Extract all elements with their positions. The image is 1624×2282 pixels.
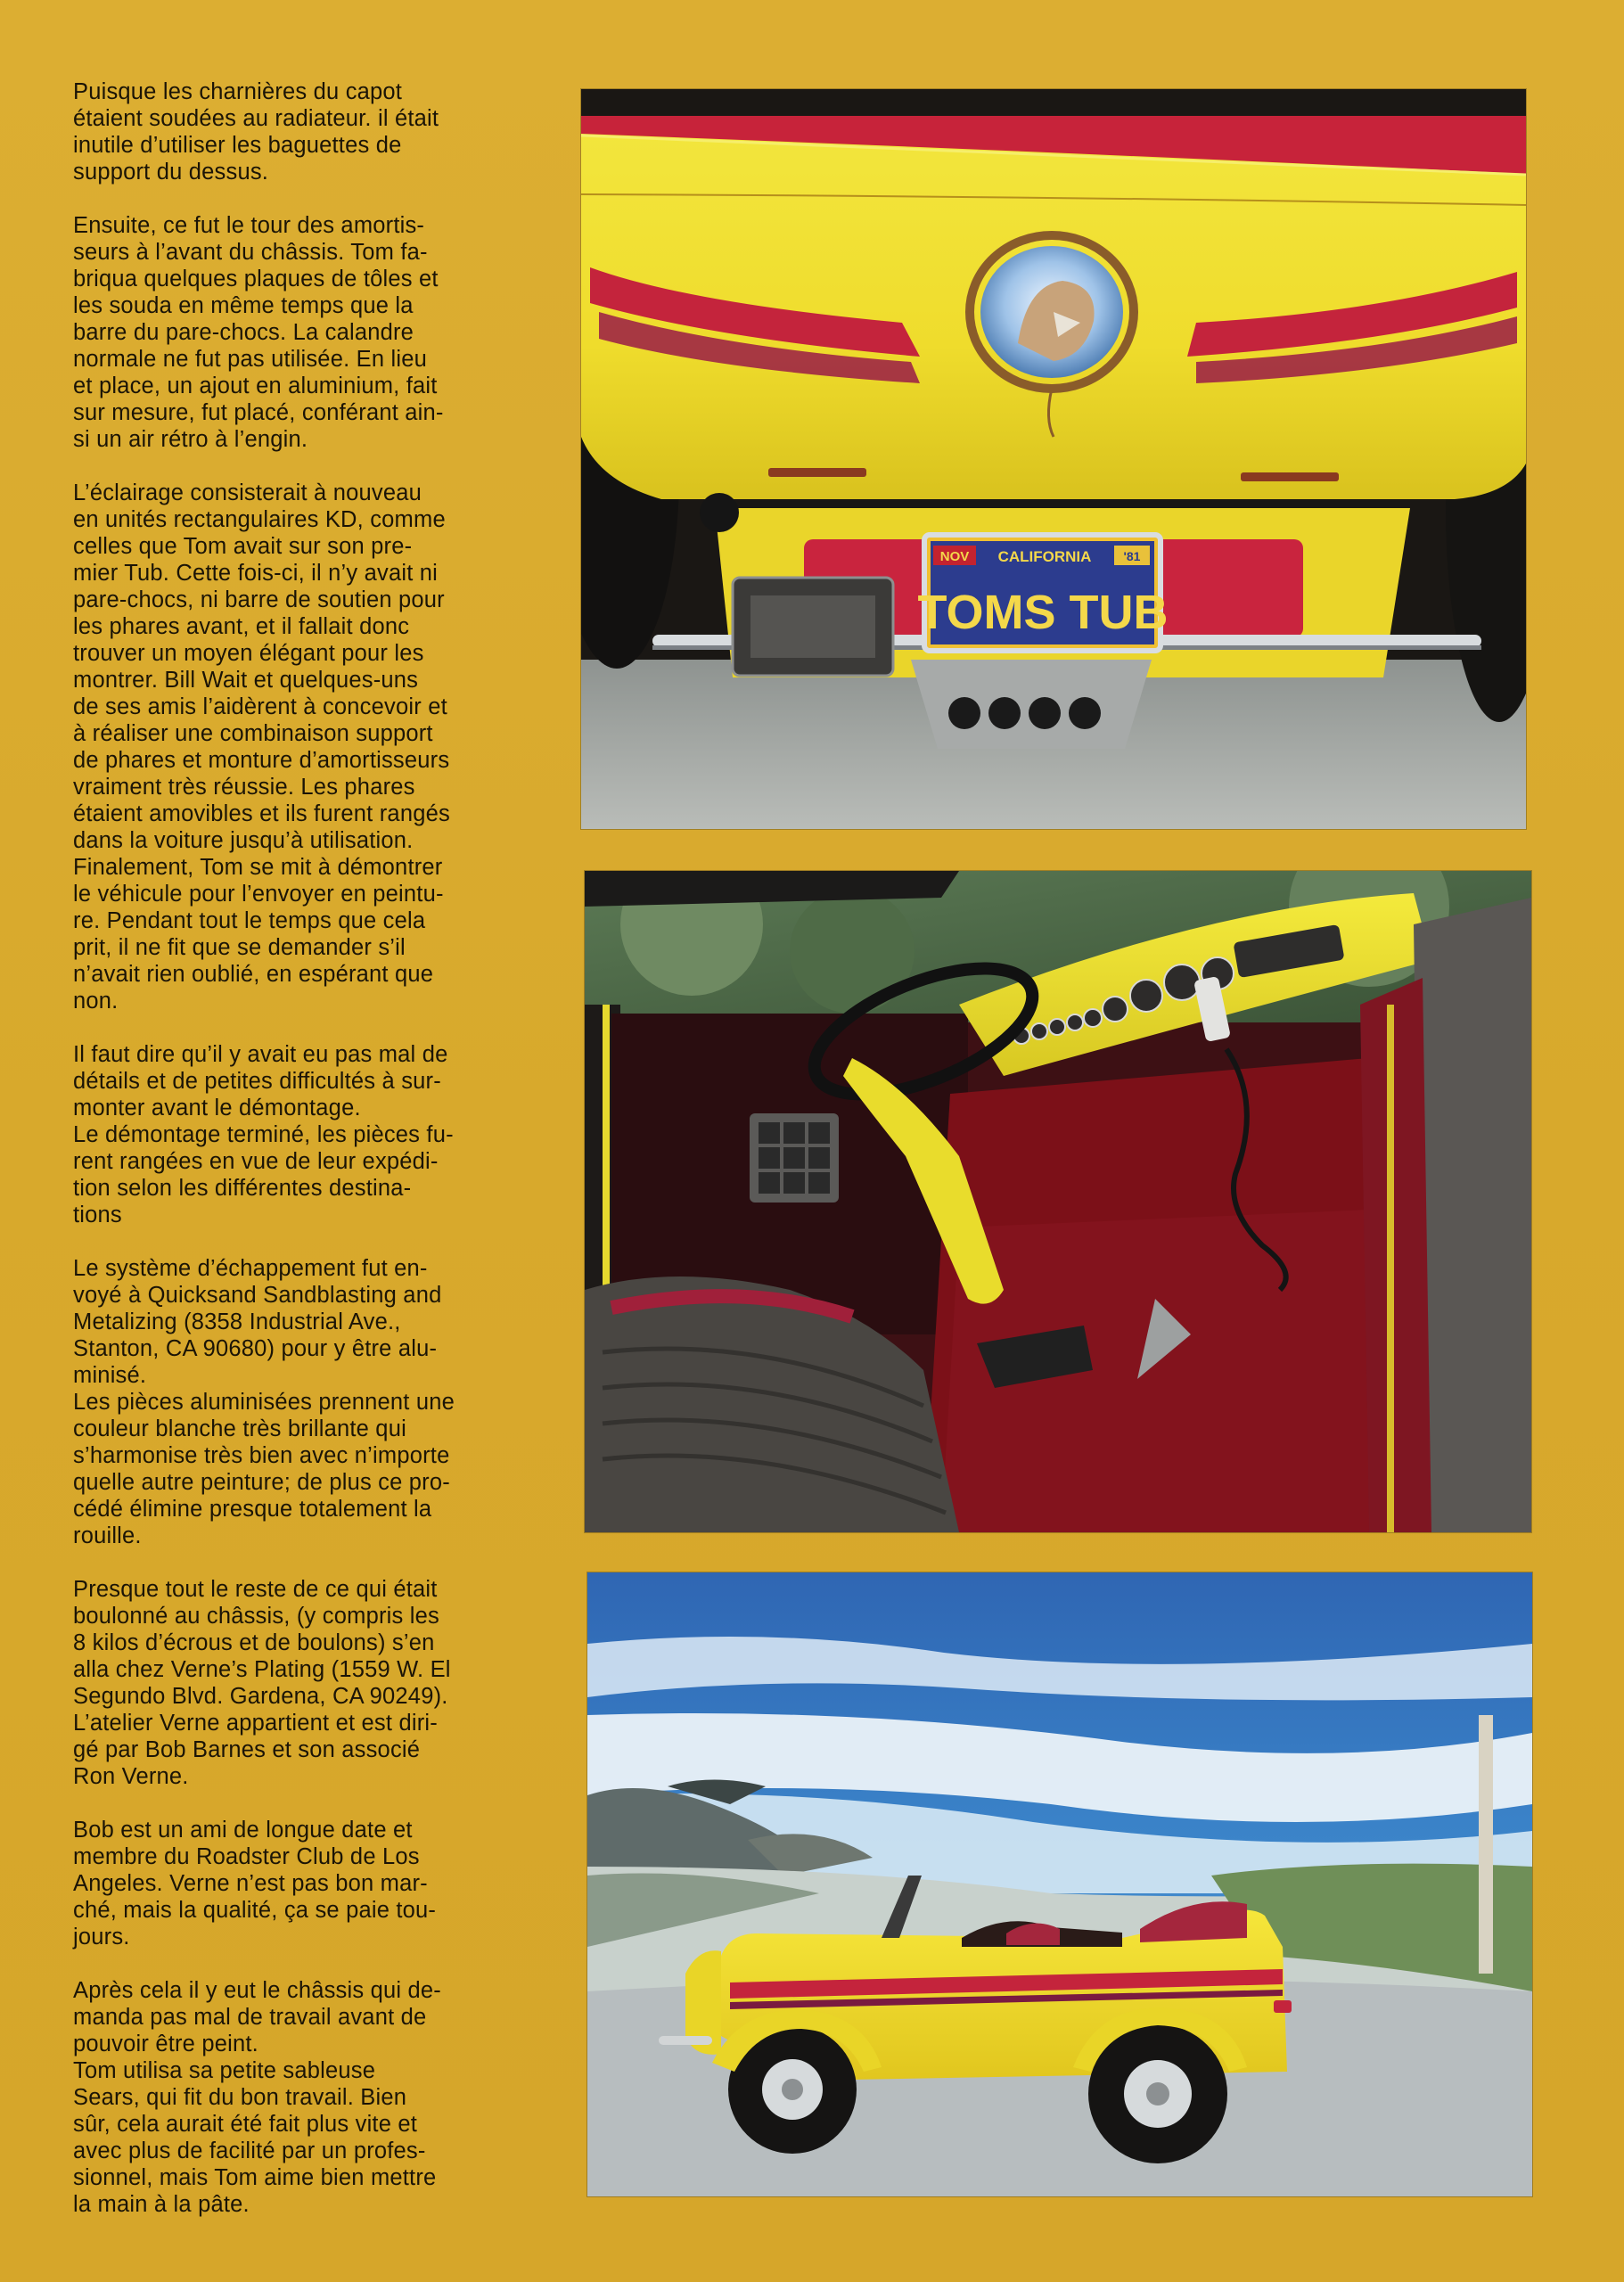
article-paragraph-7: Bob est un ami de longue date et membre du Roadster Club de Los Angeles. Verne n’est pas bon mar- ché, mais la qualité, ça se paie tou- jours. [73, 1818, 437, 1950]
article-paragraph-8: Après cela il y eut le châssis qui de- manda pas mal de travail avant de pouvoir être peint. Tom utilisa sa petite sableuse Sears, qui fit du bon travail. Bien sûr, cela aurait été fait plus vite et avec plus de facilité par un profes- sionnel, mais Tom aime bien mettre la main à la pâte. [73, 1978, 441, 2217]
photo-car-by-the-sea [587, 1572, 1532, 2196]
interior-illustration [585, 871, 1531, 1532]
plate-month: NOV [939, 549, 970, 564]
photo-rear-of-car [581, 89, 1526, 829]
seaside-car-illustration [587, 1572, 1532, 2196]
plate-state: CALIFORNIA [997, 548, 1092, 565]
article-paragraph-1: Puisque les charnières du capot étaient soudées au radiateur. il était inutile d’utiliser les baguettes de support du dessus. [73, 79, 439, 185]
article-paragraph-6: Presque tout le reste de ce qui était boulonné au châssis, (y compris les 8 kilos d’écrous et de boulons) s’en alla chez Verne’s Plating (1559 W. El Segundo Blvd. Gardena, CA 90249). L’atelier Verne appartient et est diri- gé par Bob Barnes et son associé Ron Verne. [73, 1577, 451, 1789]
article-paragraph-3: L’éclairage consisterait à nouveau en unités rectangulaires KD, comme celles que Tom avait sur son pre- mier Tub. Cette fois-ci, il n’y avait ni pare-chocs, ni barre de soutien pour les phares avant, et il fallait donc trouver un moyen élégant pour les montrer. Bill Wait et quelques-uns de ses amis l’aidèrent à concevoir et à réaliser une combinaison support de phares et monture d’amortisseurs vraiment très réussie. Les phares étaient amovibles et ils furent rangés dans la voiture jusqu’à utilisation. Finalement, Tom se mit à démontrer le véhicule pour l’envoyer en peintu- re. Pendant tout le temps que cela prit, il ne fit que se demander s’il n’avait rien oublié, en espérant que non. [73, 480, 450, 1014]
photo-interior [585, 871, 1531, 1532]
article-paragraph-4: Il faut dire qu’il y avait eu pas mal de détails et de petites difficultés à sur- monter avant le démontage. Le démontage terminé, les pièces fu- rent rangées en vue de leur expédi- tion selon les différentes destina- tions [73, 1042, 454, 1227]
article-text-column [73, 78, 537, 2245]
plate-text: TOMS TUB [917, 586, 1169, 639]
plate-year: '81 [1123, 549, 1141, 563]
article-paragraph-5: Le système d’échappement fut en- voyé à Quicksand Sandblasting and Metalizing (8358 Industrial Ave., Stanton, CA 90680) pour y être alu- minisé. Les pièces aluminisées prennent une couleur blanche très brillante qui s’harmonise très bien avec n’importe quelle autre peinture; de plus ce pro- cédé élimine presque totalement la rouille. [73, 1256, 455, 1548]
rear-car-illustration [581, 89, 1526, 829]
article-paragraph-2: Ensuite, ce fut le tour des amortis- seurs à l’avant du châssis. Tom fa- briqua quelques plaques de tôles et les souda en même temps que la barre du pare-chocs. La calandre normale ne fut pas utilisée. En lieu et place, un ajout en aluminium, fait sur mesure, fut placé, conférant ain- si un air rétro à l’engin. [73, 213, 444, 452]
